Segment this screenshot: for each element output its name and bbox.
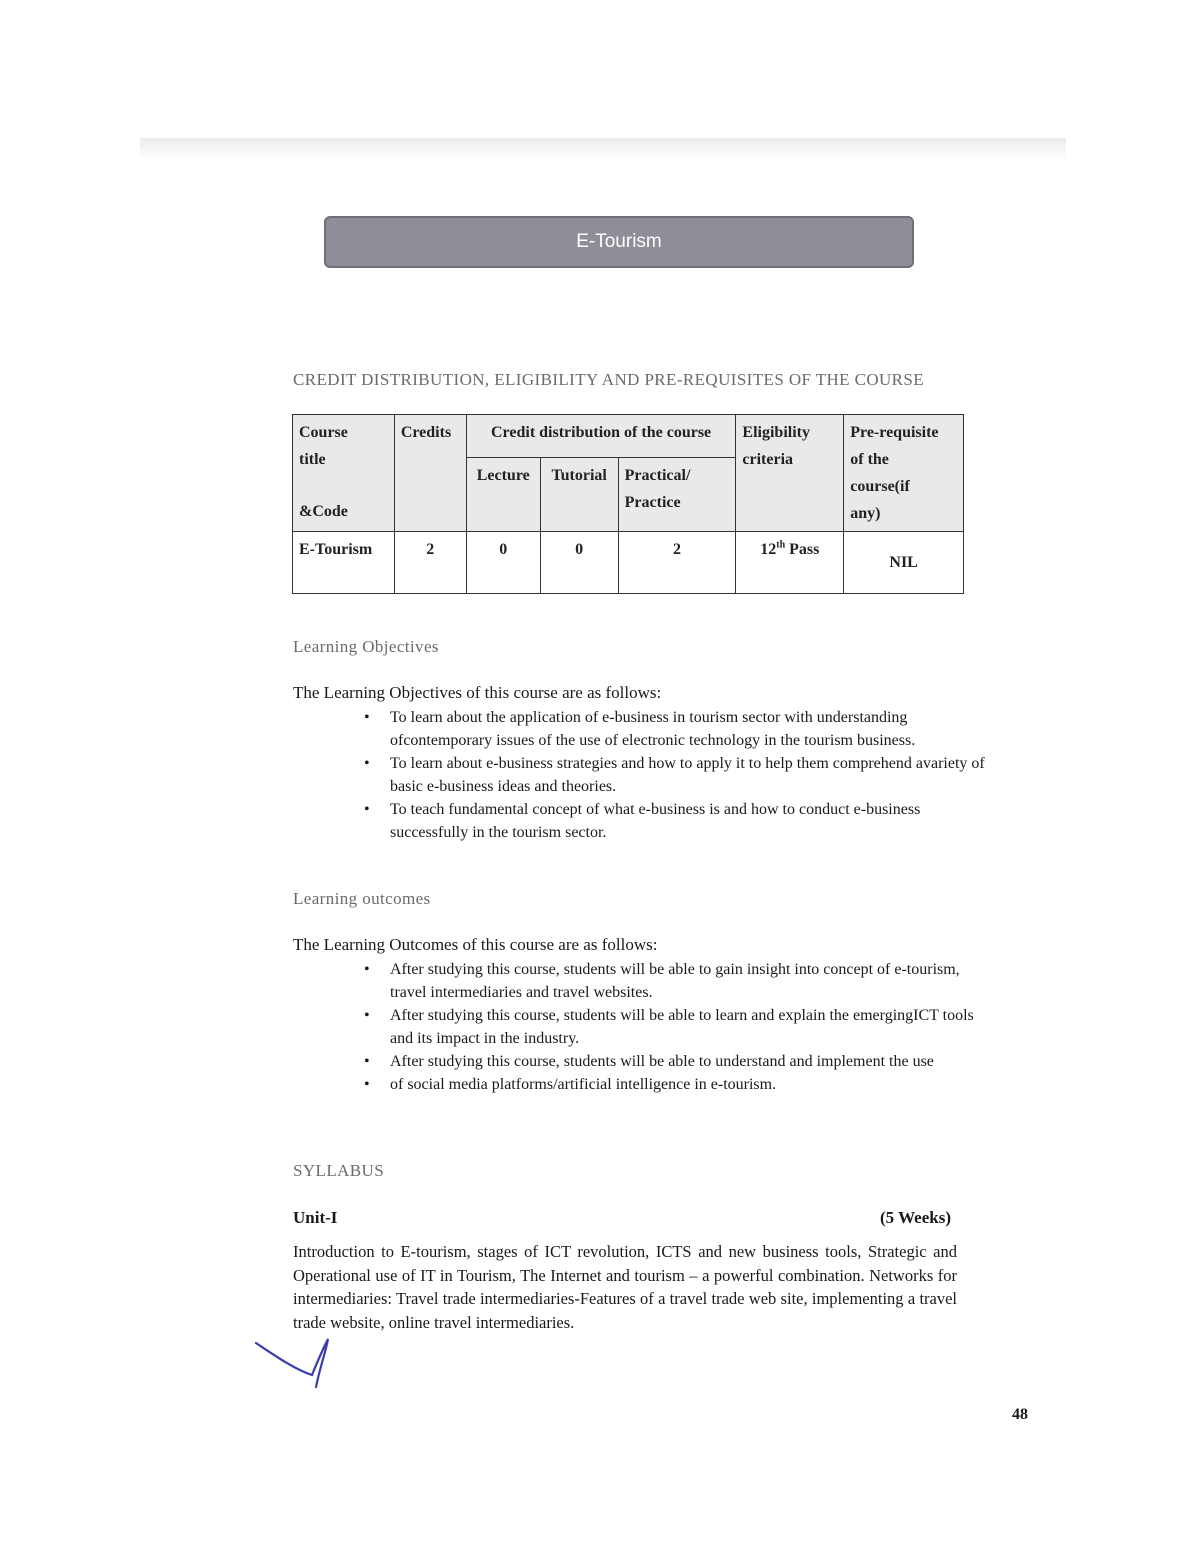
objectives-intro: The Learning Objectives of this course are as follows: bbox=[293, 683, 662, 702]
header-text: of the bbox=[850, 451, 889, 468]
eligibility-text: Pass bbox=[785, 541, 820, 558]
header-eligibility bbox=[736, 415, 844, 532]
unit-title: Unit-I bbox=[293, 1208, 338, 1227]
outcomes-list bbox=[364, 958, 994, 1096]
list-item: • After studying this course, students will be able to gain insight into concept of e-tourism, travel intermediaries and travel websites. bbox=[364, 958, 994, 1004]
course-title: E-Tourism bbox=[576, 231, 662, 252]
credit-table bbox=[292, 414, 964, 594]
eligibility-superscript: th bbox=[776, 539, 786, 551]
list-item: • After studying this course, students will be able to understand and implement the use bbox=[364, 1050, 994, 1073]
list-item: • To learn about e-business strategies and how to apply it to help them comprehend avariety of basic e-business ideas and theories. bbox=[364, 752, 994, 798]
header-text: course(if bbox=[850, 478, 910, 495]
objectives-heading: Learning Objectives bbox=[293, 637, 439, 656]
table-header-row-1 bbox=[293, 415, 964, 458]
header-text: any) bbox=[850, 505, 881, 522]
header-text: criteria bbox=[742, 451, 794, 468]
header-practical bbox=[618, 457, 736, 531]
list-item: • To learn about the application of e-business in tourism sector with understanding ofcontemporary issues of the use of electronic technology in the tourism business. bbox=[364, 706, 994, 752]
syllabus-heading: SYLLABUS bbox=[293, 1161, 385, 1180]
objectives-list bbox=[364, 706, 994, 844]
unit-duration: (5 Weeks) bbox=[880, 1208, 951, 1227]
outcomes-intro: The Learning Outcomes of this course are as follows: bbox=[293, 935, 658, 954]
outcomes-heading: Learning outcomes bbox=[293, 889, 431, 908]
page-top-band bbox=[140, 138, 1066, 160]
header-tutorial: Tutorial bbox=[540, 457, 618, 531]
unit-description: Introduction to E-tourism, stages of ICT revolution, ICTS and new business tools, Strategic and Operational use of IT in Tourism, The Internet and tourism – a powerful combination. Networks for intermediaries: Travel trade intermediaries-Features of a travel trade web site, implementing a travel trade website, online travel intermediaries. bbox=[293, 1242, 957, 1332]
header-text: &Code bbox=[299, 503, 348, 520]
header-text: title bbox=[299, 451, 326, 468]
cell-tutorial: 0 bbox=[540, 532, 618, 594]
header-text: Practice bbox=[624, 493, 681, 511]
signature-mark bbox=[254, 1335, 344, 1395]
header-text: Practical/ bbox=[624, 466, 691, 484]
cell-lecture: 0 bbox=[466, 532, 540, 594]
eligibility-number: 12 bbox=[760, 541, 777, 558]
course-title-banner bbox=[324, 216, 914, 268]
header-text: Eligibility bbox=[742, 424, 810, 441]
cell-practical: 2 bbox=[618, 532, 736, 594]
header-text: Course bbox=[299, 424, 348, 441]
header-text: Pre-requisite bbox=[850, 424, 939, 441]
cell-credits: 2 bbox=[394, 532, 466, 594]
cell-course-title: E-Tourism bbox=[293, 532, 395, 594]
page-number: 48 bbox=[1012, 1406, 1028, 1423]
cell-eligibility bbox=[736, 532, 844, 594]
credit-heading: CREDIT DISTRIBUTION, ELIGIBILITY AND PRE-REQUISITES OF THE COURSE bbox=[293, 370, 925, 389]
table-row bbox=[293, 532, 964, 594]
list-item: • To teach fundamental concept of what e-business is and how to conduct e-business successfully in the tourism sector. bbox=[364, 798, 994, 844]
header-credits: Credits bbox=[394, 415, 466, 532]
header-prerequisite bbox=[844, 415, 964, 532]
list-item: • of social media platforms/artificial intelligence in e-tourism. bbox=[364, 1073, 994, 1096]
cell-prerequisite: NIL bbox=[844, 532, 964, 594]
header-course-title bbox=[293, 415, 395, 532]
header-credit-distribution: Credit distribution of the course bbox=[466, 415, 736, 458]
list-item: • After studying this course, students will be able to learn and explain the emergingICT tools and its impact in the industry. bbox=[364, 1004, 994, 1050]
header-lecture: Lecture bbox=[466, 457, 540, 531]
